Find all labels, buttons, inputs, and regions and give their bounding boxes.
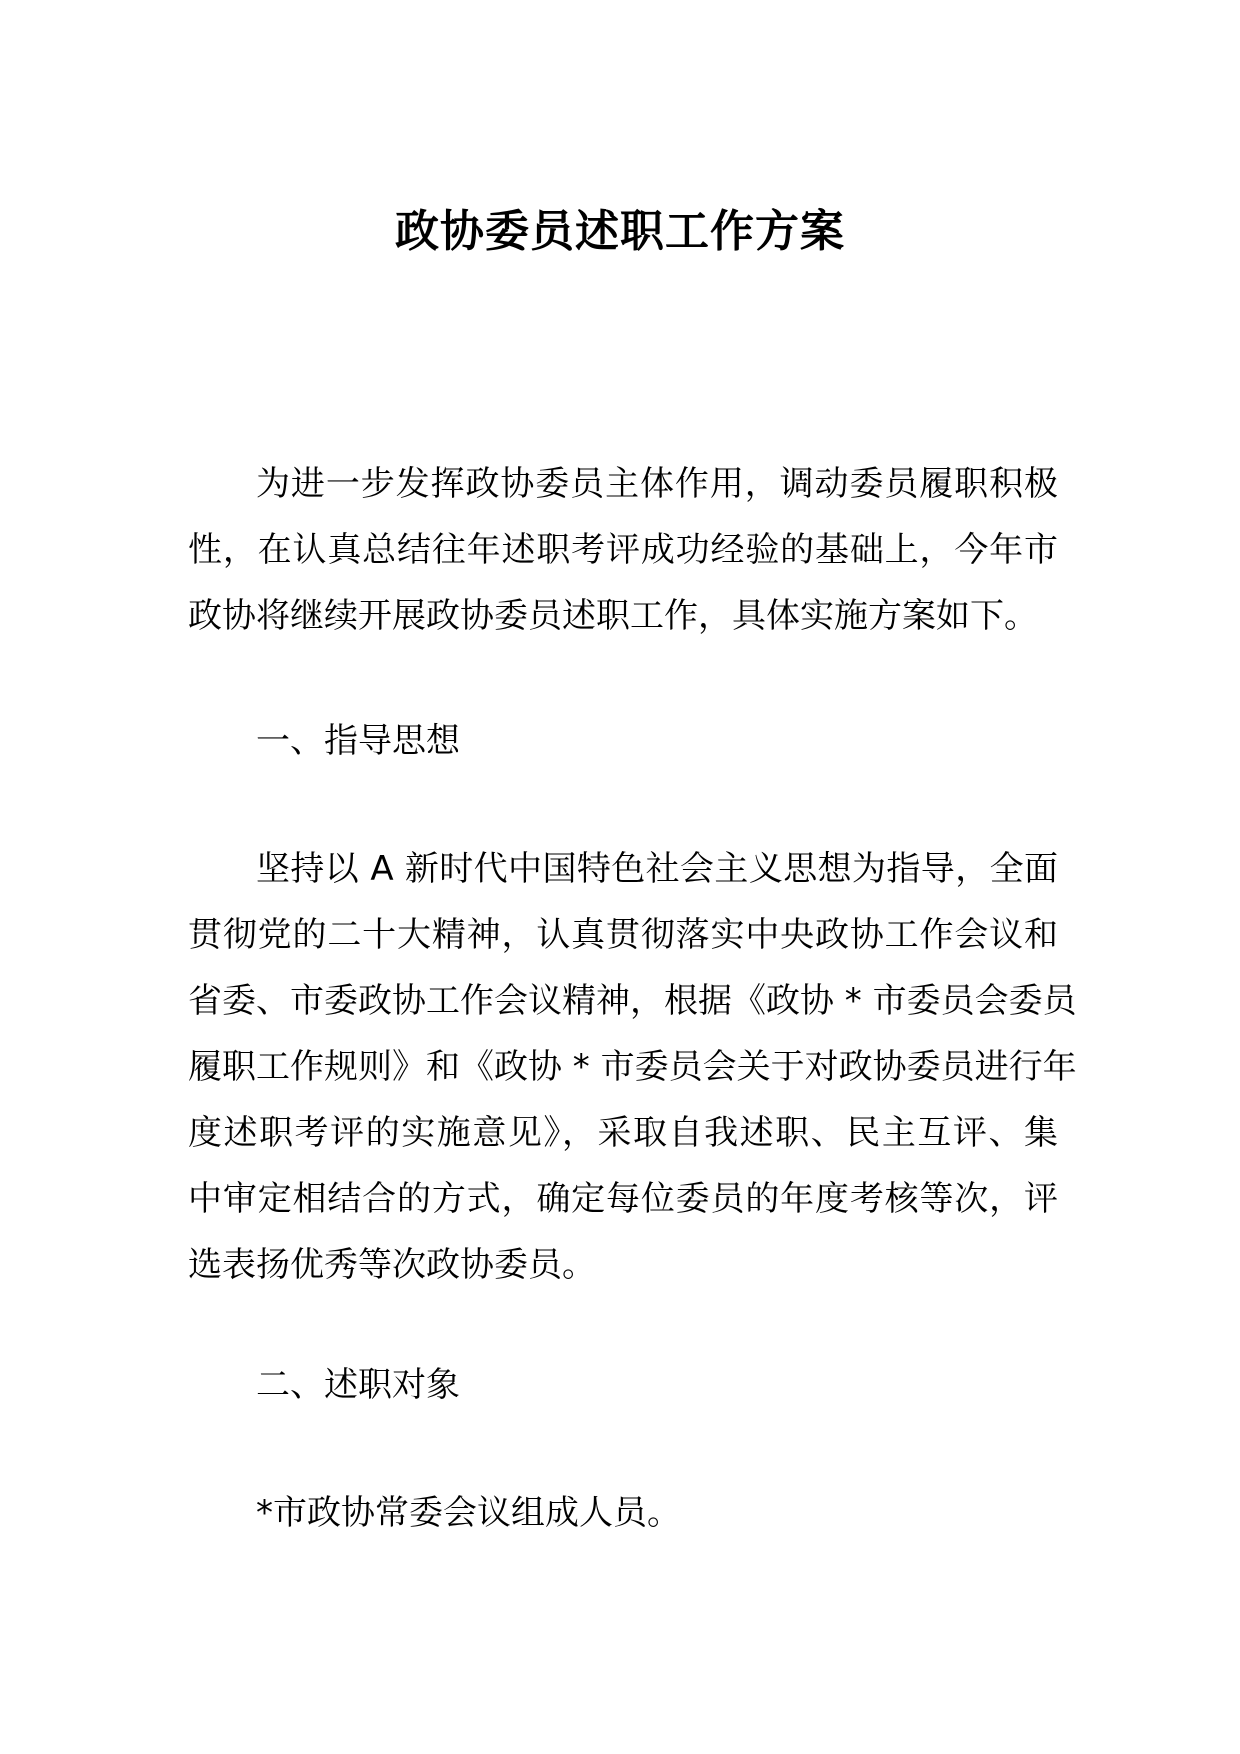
- paragraph-line: 性，在认真总结往年述职考评成功经验的基础上，今年市: [188, 530, 1058, 570]
- paragraph-line: 省委、市委政协工作会议精神，根据《政协 * 市委员会委员: [188, 981, 1077, 1021]
- paragraph-line: 贯彻党的二十大精神，认真贯彻落实中央政协工作会议和: [188, 915, 1058, 955]
- paragraph-line: 选表扬优秀等次政协委员。: [188, 1245, 596, 1285]
- section-heading-text: 一、指导思想: [256, 721, 460, 761]
- paragraph-line: 度述职考评的实施意见》，采取自我述职、民主互评、集: [188, 1113, 1058, 1153]
- paragraph-line: *市政协常委会议组成人员。: [256, 1493, 681, 1533]
- document-title: 政协委员述职工作方案: [395, 206, 845, 257]
- paragraph-line: 履职工作规则》和《政协 * 市委员会关于对政协委员进行年: [188, 1047, 1077, 1087]
- section-heading-guiding-thought: [188, 708, 1058, 774]
- paragraph-line: 中审定相结合的方式，确定每位委员的年度考核等次，评: [188, 1179, 1058, 1219]
- reporting-targets-paragraph: [188, 1480, 1058, 1546]
- intro-paragraph: [188, 451, 1058, 649]
- paragraph-line: 政协将继续开展政协委员述职工作，具体实施方案如下。: [188, 596, 1038, 636]
- paragraph-line: 坚持以 A 新时代中国特色社会主义思想为指导，全面: [256, 849, 1058, 889]
- section-heading-text: 二、述职对象: [256, 1365, 460, 1405]
- paragraph-line: 为进一步发挥政协委员主体作用，调动委员履职积极: [256, 464, 1058, 504]
- section-heading-reporting-targets: [188, 1352, 1058, 1418]
- guiding-thought-paragraph: [188, 836, 1077, 1298]
